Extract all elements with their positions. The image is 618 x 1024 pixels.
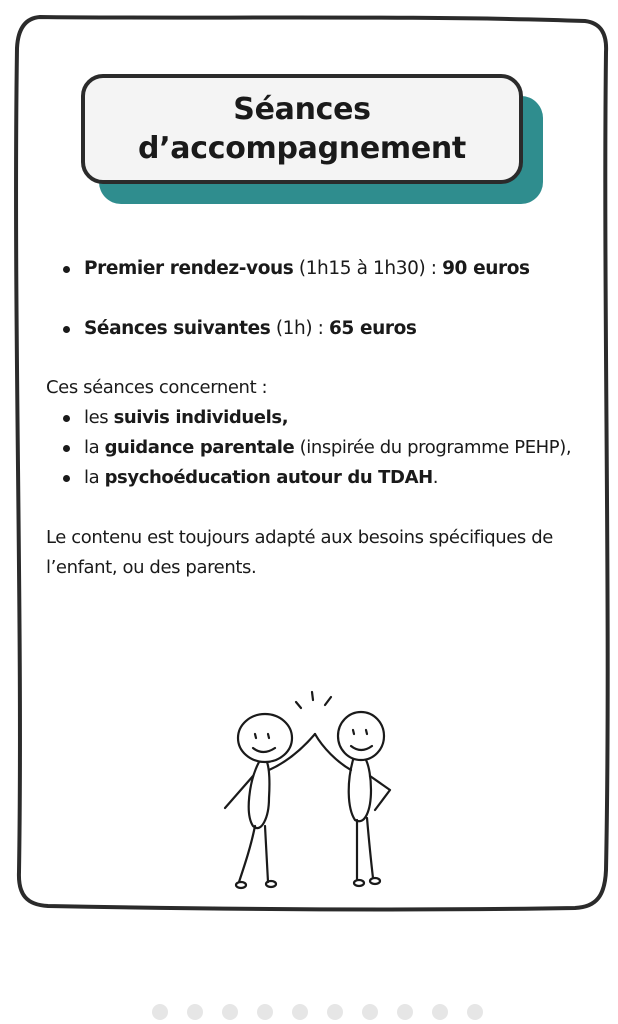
topic-list (46, 403, 586, 493)
price-value: 90 euros (442, 258, 530, 279)
topic-bold: suivis individuels, (113, 407, 289, 428)
carousel-dot[interactable] (187, 1004, 203, 1020)
title-line-1: Séances (233, 92, 371, 127)
topic-prefix: les (84, 407, 114, 428)
title-box (81, 74, 523, 184)
carousel-dot[interactable] (257, 1004, 273, 1020)
carousel-dot[interactable] (432, 1004, 448, 1020)
intro-text: Ces séances concernent : (46, 377, 268, 398)
title-line-2: d’accompagnement (138, 131, 466, 166)
topic-item (46, 463, 586, 493)
carousel-dot[interactable] (222, 1004, 238, 1020)
high-five-stick-figures-icon (215, 686, 405, 892)
price-item-first (46, 254, 586, 284)
topic-suffix: . (432, 467, 439, 488)
price-item-next (46, 314, 586, 344)
content (46, 254, 586, 583)
carousel-dot[interactable] (152, 1004, 168, 1020)
price-list (46, 254, 586, 344)
carousel-dot[interactable] (327, 1004, 343, 1020)
price-label: Séances suivantes (84, 318, 271, 339)
carousel-dot[interactable] (292, 1004, 308, 1020)
topic-prefix: la (84, 437, 105, 458)
carousel-dot[interactable] (467, 1004, 483, 1020)
topic-bold: psychoéducation autour du TDAH (104, 467, 433, 488)
topic-prefix: la (84, 467, 105, 488)
topic-item (46, 403, 586, 433)
price-value: 65 euros (328, 318, 417, 339)
carousel-dot[interactable] (397, 1004, 413, 1020)
carousel-dots (152, 1004, 483, 1020)
price-label: Premier rendez-vous (84, 258, 294, 279)
outro-text: Le contenu est toujours adapté aux besoins spécifiques de l’enfant, ou des parents. (46, 527, 553, 578)
topic-suffix: (inspirée du programme PEHP), (294, 437, 572, 458)
topic-item (46, 433, 586, 463)
topic-bold: guidance parentale (104, 437, 295, 458)
price-duration: (1h) : (270, 318, 329, 339)
carousel-dot[interactable] (362, 1004, 378, 1020)
price-duration: (1h15 à 1h30) : (293, 258, 443, 279)
